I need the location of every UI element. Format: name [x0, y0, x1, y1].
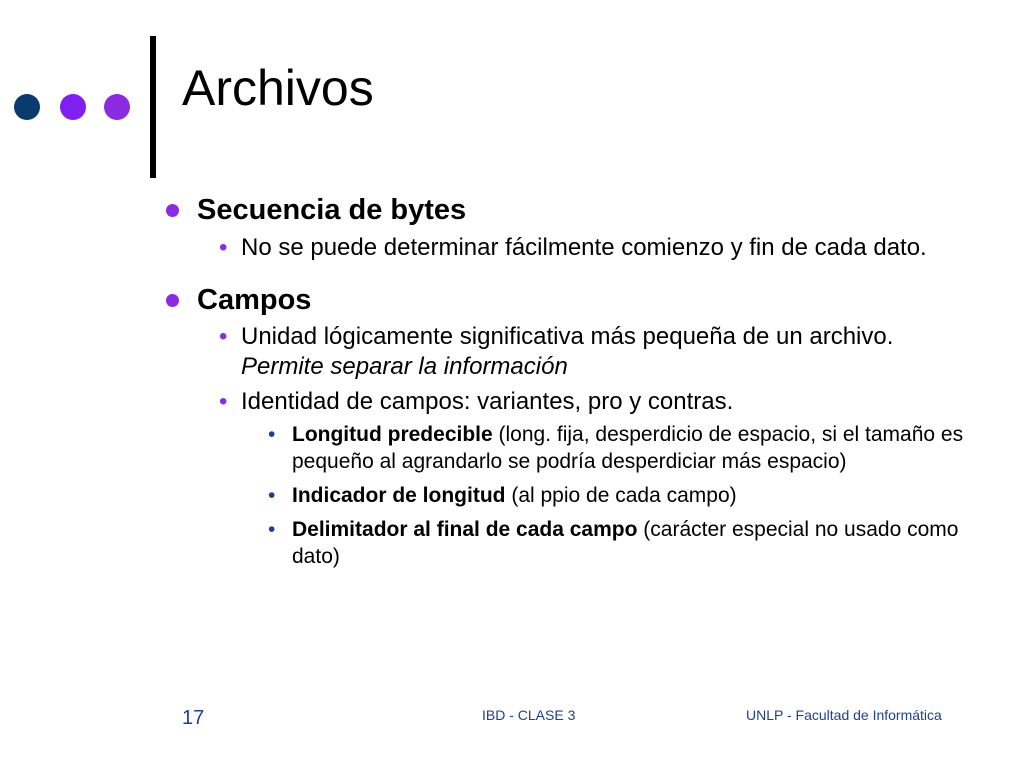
bullet-level2-item: [160, 233, 980, 263]
bullet-text: Secuencia de bytes: [197, 194, 467, 226]
bullet-text: Identidad de campos: variantes, pro y contras.: [241, 388, 734, 415]
bullet-level3-item: [160, 421, 980, 475]
decor-dot-3: [104, 94, 130, 120]
page-number: 17: [182, 707, 205, 729]
footer-institution: UNLP - Facultad de Informática: [746, 707, 942, 723]
bullet-tiny-icon: •: [268, 423, 276, 446]
bullet-bold-text: Indicador de longitud: [292, 484, 506, 507]
bullet-level2-item: [160, 322, 980, 382]
bullet-italic-text: Permite separar la información: [241, 353, 568, 380]
bullet-bold-text: Longitud predecible: [292, 423, 493, 446]
footer-course: IBD - CLASE 3: [482, 707, 576, 723]
bullet-level2-item: [160, 387, 980, 417]
bullet-small-icon: •: [219, 388, 228, 415]
bullet-text: Campos: [197, 284, 312, 316]
bullet-level1-secuencia: [160, 190, 980, 230]
bullet-text: Unidad lógicamente significativa más pequeña de un archivo.: [241, 323, 894, 350]
bullet-text: (long. fija, desperdicio de espacio, si el tamaño es pequeño al agrandarlo se podría desperdiciar más espacio): [292, 423, 964, 473]
bullet-dot-icon: [166, 204, 179, 217]
bullet-text: (carácter especial no usado como dato): [292, 518, 959, 568]
bullet-level3-item: [160, 516, 980, 570]
slide-content: [160, 190, 980, 570]
title-divider-bar: [150, 36, 156, 178]
slide-title: Archivos: [182, 60, 374, 116]
bullet-text: (al ppio de cada campo): [505, 484, 737, 507]
bullet-bold-text: Delimitador al final de cada campo: [292, 518, 638, 541]
bullet-level3-item: [160, 482, 980, 509]
bullet-dot-icon: [166, 294, 179, 307]
bullet-text: No se puede determinar fácilmente comienzo y fin de cada dato.: [241, 234, 927, 261]
bullet-small-icon: •: [219, 234, 228, 261]
bullet-tiny-icon: •: [268, 518, 276, 541]
decor-dot-2: [60, 94, 86, 120]
bullet-tiny-icon: •: [268, 484, 276, 507]
bullet-level1-campos: [160, 280, 980, 320]
bullet-small-icon: •: [219, 323, 228, 350]
decor-dot-1: [14, 94, 40, 120]
